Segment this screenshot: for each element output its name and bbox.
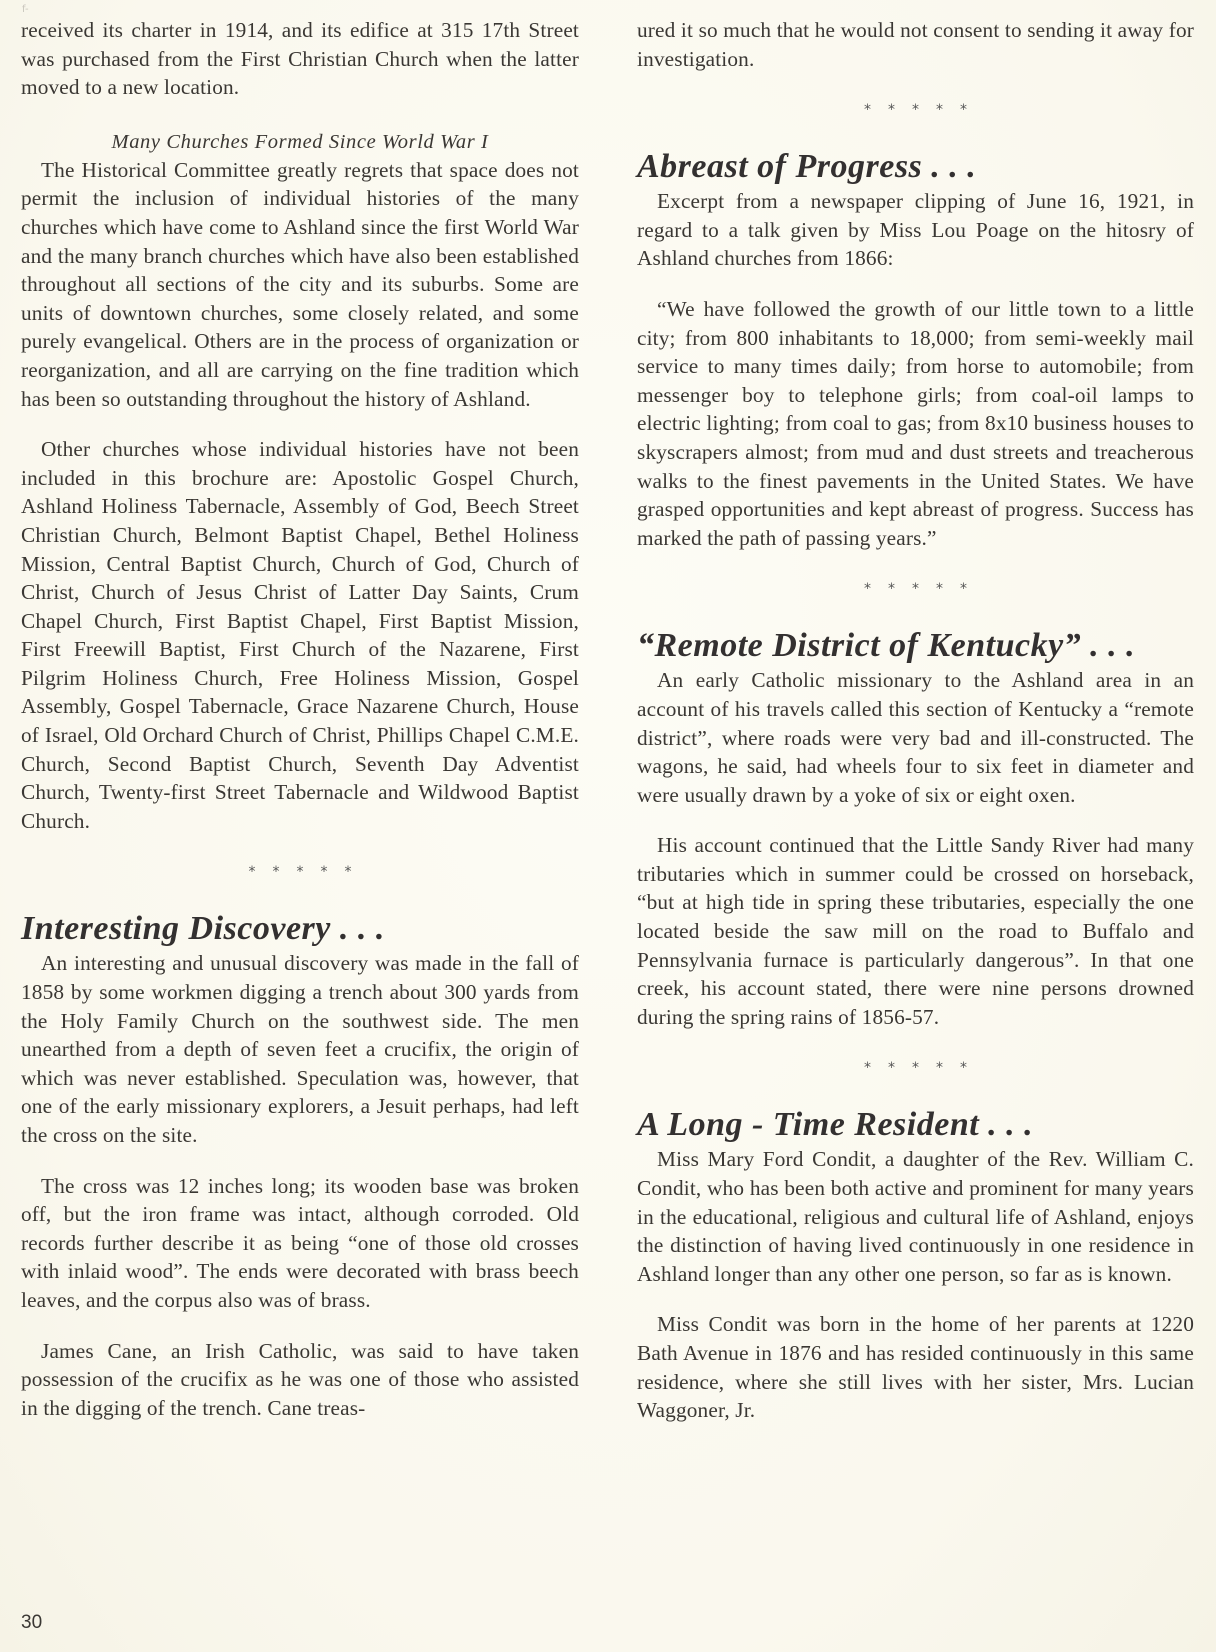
section-separator: ***** bbox=[864, 581, 984, 598]
continued-paragraph: ured it so much that he would not consent to sending it away for investigation. bbox=[637, 18, 1194, 71]
progress-intro-paragraph: Excerpt from a newspaper clipping of June 16, 1921, in regard to a talk given by Miss Lou Poage on the hitosry of Ashland churches from 1866: bbox=[637, 189, 1194, 271]
committee-paragraph: The Historical Committee greatly regrets that space does not permit the inclusion of individual histories of the many churches which have come to Ashland since the first World War and the many branch churches which have also been established throughout all sections of the city and its suburbs. Some are units of downtown churches, some closely related, and some purely evangelical. Others are in the process of organization or reorganization, and all are carrying on the fine tradition which has been so outstanding throughout the history of Ashland. bbox=[21, 157, 579, 411]
other-churches-paragraph: Other churches whose individual histories have not been included in this brochure are: Apostolic Gospel Church, Ashland Holiness Tabernacle, Assembly of God, Beech Street Christian Church, Belmont Baptist Chapel, Bethel Holiness Mission, Central Baptist Church, Church of God, Church of Christ, Church of Jesus Christ of Latter Day Saints, Crum Chapel Church, First Baptist Chapel, First Baptist Mission, First Freewill Baptist, First Church of the Nazarene, First Pilgrim Holiness Church, Free Holiness Mission, Gospel Assembly, Gospel Tabernacle, Grace Nazarene Church, House of Israel, Old Orchard Church of Christ, Phillips Chapel C.M.E. Church, Second Baptist Church, Seventh Day Adventist Church, Twenty-first Street Tabernacle and Wildwood Baptist Church. bbox=[21, 437, 579, 833]
left-column bbox=[21, 16, 579, 1422]
continued-paragraph: received its charter in 1914, and its edifice at 315 17th Street was purchased from the First Christian Church when the latter moved to a new location. bbox=[21, 18, 579, 100]
section-title-long-time-resident: A Long - Time Resident . . . bbox=[637, 1106, 1034, 1144]
page-number: 30 bbox=[21, 1612, 43, 1633]
section-title-interesting-discovery: Interesting Discovery . . . bbox=[21, 910, 385, 948]
discovery-paragraph: James Cane, an Irish Catholic, was said to have taken possession of the crucifix as he was one of those who assisted in the digging of the trench. Cane treas- bbox=[21, 1338, 579, 1420]
progress-quote-paragraph: “We have followed the growth of our little town to a little city; from 800 inhabitants to 18,000; from semi-weekly mail service to many times daily; from horse to automobile; from messenger boy to telephone girls; from coal-oil lamps to electric lighting; from coal to gas; from 8x10 business houses to skyscrapers almost; from mud and dust streets and treacherous walks to the finest pavements in the United States. We have grasped opportunities and kept abreast of progress. Success has marked the path of passing years.” bbox=[637, 296, 1194, 550]
right-column bbox=[637, 16, 1194, 1425]
section-separator: ***** bbox=[864, 102, 984, 119]
subheading-churches-since-ww1: Many Churches Formed Since World War I bbox=[111, 130, 489, 153]
kentucky-paragraph: His account continued that the Little Sandy River had many tributaries which in summer could be crossed on horseback, “but at high tide in spring these tributaries, especially the one located beside the saw mill on the road to Buffalo and Pennsylvania furnace is particularly dangerous”. In that one creek, his account stated, there were nine persons drowned during the spring rains of 1856-57. bbox=[637, 833, 1194, 1029]
resident-paragraph: Miss Condit was born in the home of her parents at 1220 Bath Avenue in 1876 and has resided continuously in this same residence, where she still lives with her sister, Mrs. Lucian Waggoner, Jr. bbox=[637, 1312, 1194, 1423]
corner-pencil-mark: f- bbox=[22, 4, 29, 15]
section-title-remote-district: “Remote District of Kentucky” . . . bbox=[637, 627, 1136, 665]
discovery-paragraph: An interesting and unusual discovery was made in the fall of 1858 by some workmen digging a trench about 300 yards from the Holy Family Church on the southwest side. The men unearthed from a depth of seven feet a crucifix, the origin of which was never established. Speculation was, however, that one of the early missionary explorers, a Jesuit perhaps, had left the cross on the site. bbox=[21, 951, 579, 1147]
section-title-abreast-of-progress: Abreast of Progress . . . bbox=[637, 148, 977, 186]
resident-paragraph: Miss Mary Ford Condit, a daughter of the Rev. William C. Condit, who has been both active and prominent for many years in the educational, religious and cultural life of Ashland, enjoys the distinction of having lived continuously in one residence in Ashland longer than any other one person, so far as is known. bbox=[637, 1147, 1194, 1286]
section-separator: ***** bbox=[864, 1060, 984, 1077]
discovery-paragraph: The cross was 12 inches long; its wooden base was broken off, but the iron frame was intact, although corroded. Old records further describe it as being “one of those old crosses with inlaid wood”. The ends were decorated with brass beech leaves, and the corpus also was of brass. bbox=[21, 1173, 579, 1312]
section-separator: ***** bbox=[248, 864, 369, 881]
kentucky-paragraph: An early Catholic missionary to the Ashland area in an account of his travels called this section of Kentucky a “remote district”, where roads were very bad and ill-constructed. The wagons, he said, had wheels four to six feet in diameter and were usually drawn by a yoke of six or eight oxen. bbox=[637, 668, 1194, 807]
